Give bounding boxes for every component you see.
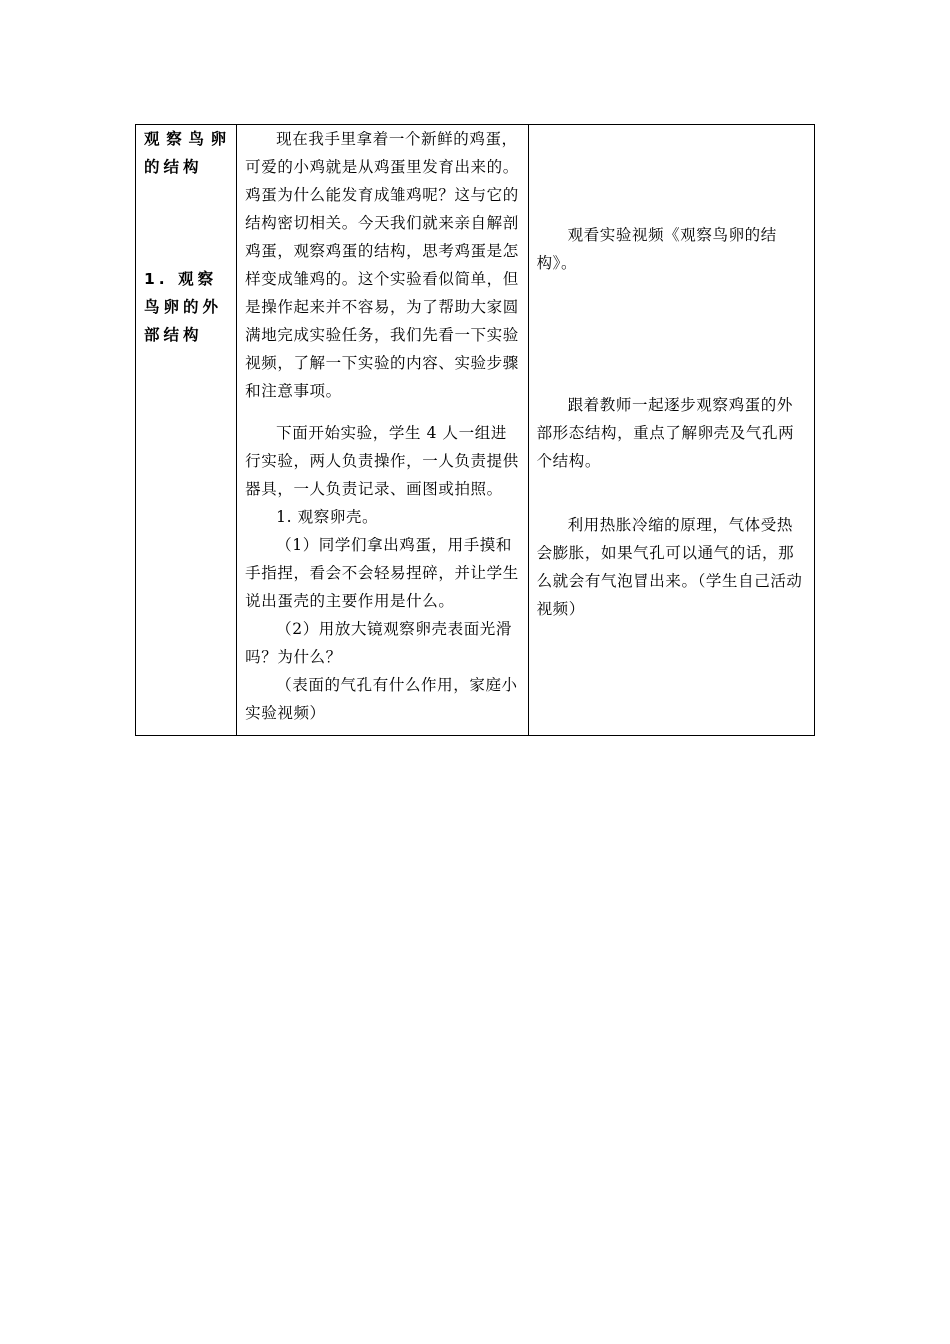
teacher-step-1-3: （表面的气孔有什么作用，家庭小实验视频）: [245, 676, 518, 722]
teacher-activity-cell: [237, 125, 528, 736]
lesson-plan-table: [135, 124, 815, 736]
teacher-step-1-2: （2）用放大镜观察卵壳表面光滑吗？为什么？: [245, 620, 513, 666]
teacher-intro-text: 现在我手里拿着一个新鲜的鸡蛋，可爱的小鸡就是从鸡蛋里发育出来的。鸡蛋为什么能发育成雏鸡呢？这与它的结构密切相关。今天我们就来亲自解剖鸡蛋，观察鸡蛋的结构，思考鸡蛋是怎样变成雏鸡的。这个实验看似简单，但是操作起来并不容易，为了帮助大家圆满地完成实验任务，我们先看一下实验视频，了解一下实验的内容、实验步骤和注意事项。: [245, 130, 519, 400]
teacher-step-1: 1. 观察卵壳。: [276, 508, 379, 526]
topic-cell: [136, 125, 237, 736]
student-activity-3: 利用热胀冷缩的原理，气体受热会膨胀，如果气孔可以通气的话，那么就会有气泡冒出来。（学生自己活动视频）: [536, 516, 803, 618]
teacher-start-text: 下面开始实验，学生 4 人一组进行实验，两人负责操作，一人负责提供器具，一人负责记录、画图或拍照。: [245, 424, 519, 498]
student-activity-1: 观看实验视频《观察鸟卵的结构》。: [536, 226, 777, 272]
student-activity-cell: [528, 125, 814, 736]
teacher-step-1-1: （1）同学们拿出鸡蛋，用手摸和手指捏，看会不会轻易捏碎，并让学生说出蛋壳的主要作用是什么。: [245, 536, 519, 610]
topic-subtitle: 1. 观察鸟卵的外部结构: [144, 270, 223, 344]
table-row: [136, 125, 815, 736]
topic-title: 观察鸟卵的结构: [144, 130, 231, 176]
student-activity-2: 跟着教师一起逐步观察鸡蛋的外部形态结构，重点了解卵壳及气孔两个结构。: [536, 396, 795, 470]
